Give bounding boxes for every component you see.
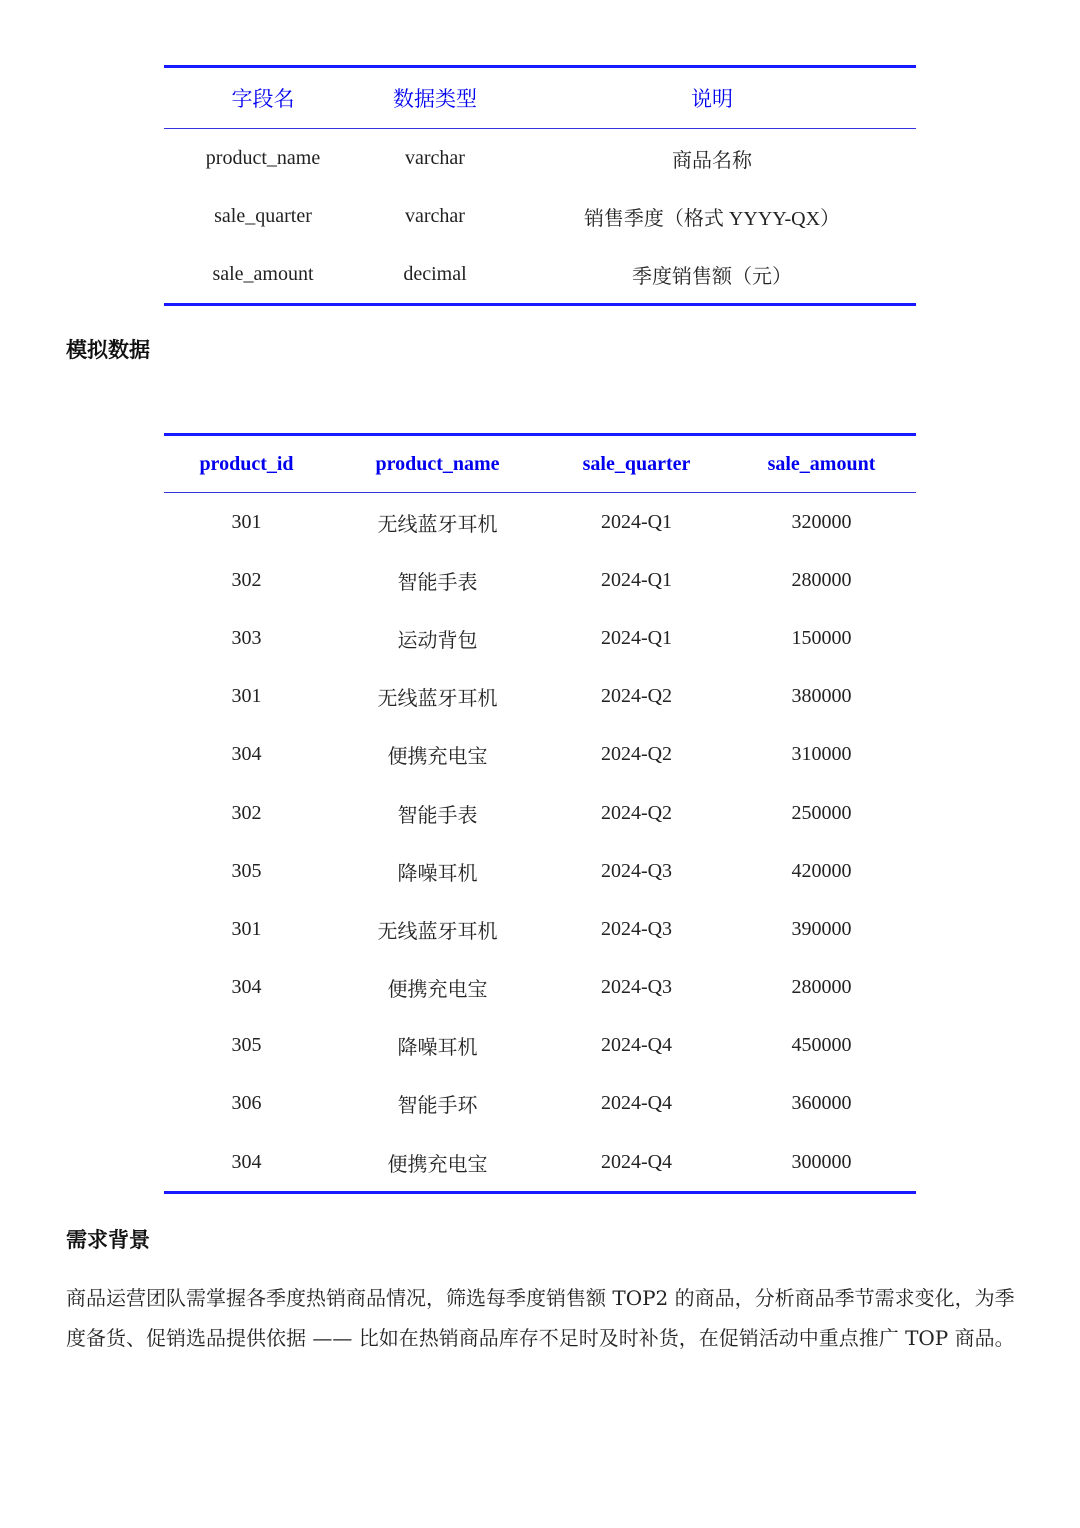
table-cell: 2024-Q4 — [600, 1150, 673, 1173]
mock-data-table — [164, 433, 916, 1194]
table-cell: 2024-Q4 — [600, 1034, 673, 1057]
table-cell: 智能手表 — [397, 571, 478, 594]
data-header-sale-quarter: sale_quarter — [546, 435, 727, 493]
table-cell: 280000 — [791, 568, 852, 591]
table-cell: sale_quarter — [214, 204, 312, 227]
table-cell: 2024-Q1 — [600, 568, 673, 591]
table-row — [164, 245, 916, 305]
table-cell: 302 — [231, 568, 262, 591]
table-cell: 303 — [231, 626, 262, 649]
table-cell: 降噪耳机 — [397, 862, 478, 885]
table-row — [164, 668, 916, 726]
table-cell: 420000 — [791, 859, 852, 882]
table-row — [164, 900, 916, 958]
table-row — [164, 129, 916, 188]
table-cell: 304 — [231, 1150, 262, 1173]
table-cell: 降噪耳机 — [397, 1037, 478, 1060]
data-header-sale-amount: sale_amount — [727, 435, 916, 493]
table-row — [164, 1017, 916, 1075]
table-cell: 2024-Q3 — [600, 976, 673, 999]
table-cell: sale_amount — [212, 262, 314, 285]
table-cell: 2024-Q3 — [600, 917, 673, 940]
schema-table — [164, 65, 916, 306]
table-cell: 2024-Q2 — [600, 685, 673, 708]
table-cell: 便携充电宝 — [387, 979, 488, 1002]
table-cell: 无线蓝牙耳机 — [377, 688, 498, 711]
table-row — [164, 609, 916, 667]
table-cell: 390000 — [791, 917, 852, 940]
schema-header-field-name: 字段名 — [164, 67, 362, 129]
background-heading: 需求背景 — [66, 1228, 150, 1252]
table-cell: 360000 — [791, 1092, 852, 1115]
table-cell: 智能手表 — [397, 804, 478, 827]
table-row — [164, 551, 916, 609]
table-cell: 301 — [231, 510, 262, 533]
table-cell: 销售季度（格式 YYYY-QX） — [583, 207, 841, 230]
data-header-product-name: product_name — [329, 435, 546, 493]
table-cell: 智能手环 — [397, 1095, 478, 1118]
table-row — [164, 187, 916, 245]
table-cell: 250000 — [791, 801, 852, 824]
table-cell: 301 — [231, 917, 262, 940]
table-cell: 280000 — [791, 976, 852, 999]
table-cell: 2024-Q1 — [600, 510, 673, 533]
table-cell: 302 — [231, 801, 262, 824]
table-row — [164, 784, 916, 842]
table-cell: decimal — [403, 262, 467, 285]
table-row — [164, 1075, 916, 1133]
data-header-product-id: product_id — [164, 435, 329, 493]
table-cell: 2024-Q2 — [600, 801, 673, 824]
mock-data-table-body — [164, 493, 916, 1193]
table-cell: product_name — [205, 146, 321, 169]
table-cell: 2024-Q1 — [600, 626, 673, 649]
table-row — [164, 726, 916, 784]
table-row — [164, 1133, 916, 1193]
schema-header-description: 说明 — [508, 67, 916, 129]
table-cell: 150000 — [791, 626, 852, 649]
table-cell: 310000 — [791, 743, 852, 766]
table-cell: 304 — [231, 976, 262, 999]
table-cell: 2024-Q3 — [600, 859, 673, 882]
data-header-row — [164, 435, 916, 493]
table-cell: 2024-Q4 — [600, 1092, 673, 1115]
table-row — [164, 959, 916, 1017]
table-cell: 380000 — [791, 685, 852, 708]
table-cell: 无线蓝牙耳机 — [377, 920, 498, 943]
table-cell: 运动背包 — [397, 629, 478, 652]
table-cell: 305 — [231, 1034, 262, 1057]
schema-header-data-type: 数据类型 — [362, 67, 508, 129]
table-cell: 320000 — [791, 510, 852, 533]
table-cell: varchar — [405, 146, 465, 169]
table-cell: varchar — [405, 204, 465, 227]
table-cell: 季度销售额（元） — [632, 265, 792, 288]
table-cell: 301 — [231, 685, 262, 708]
table-cell: 无线蓝牙耳机 — [377, 513, 498, 536]
table-cell: 便携充电宝 — [387, 1153, 488, 1176]
table-cell: 300000 — [791, 1150, 852, 1173]
table-cell: 304 — [231, 743, 262, 766]
table-cell: 商品名称 — [672, 149, 752, 172]
table-cell: 305 — [231, 859, 262, 882]
schema-table-body — [164, 129, 916, 305]
table-cell: 306 — [231, 1092, 262, 1115]
mock-data-heading: 模拟数据 — [66, 338, 150, 362]
background-paragraph: 商品运营团队需掌握各季度热销商品情况，筛选每季度销售额 TOP2 的商品，分析商品季节需求变化，为季度备货、促销选品提供依据 —— 比如在热销商品库存不足时及时补货，在促销活动中重点推广 TOP 商品。 — [66, 1286, 1015, 1350]
table-cell: 450000 — [791, 1034, 852, 1057]
table-cell: 2024-Q2 — [600, 743, 673, 766]
schema-header-row — [164, 67, 916, 129]
table-row — [164, 493, 916, 552]
table-cell: 便携充电宝 — [387, 746, 488, 769]
table-row — [164, 842, 916, 900]
